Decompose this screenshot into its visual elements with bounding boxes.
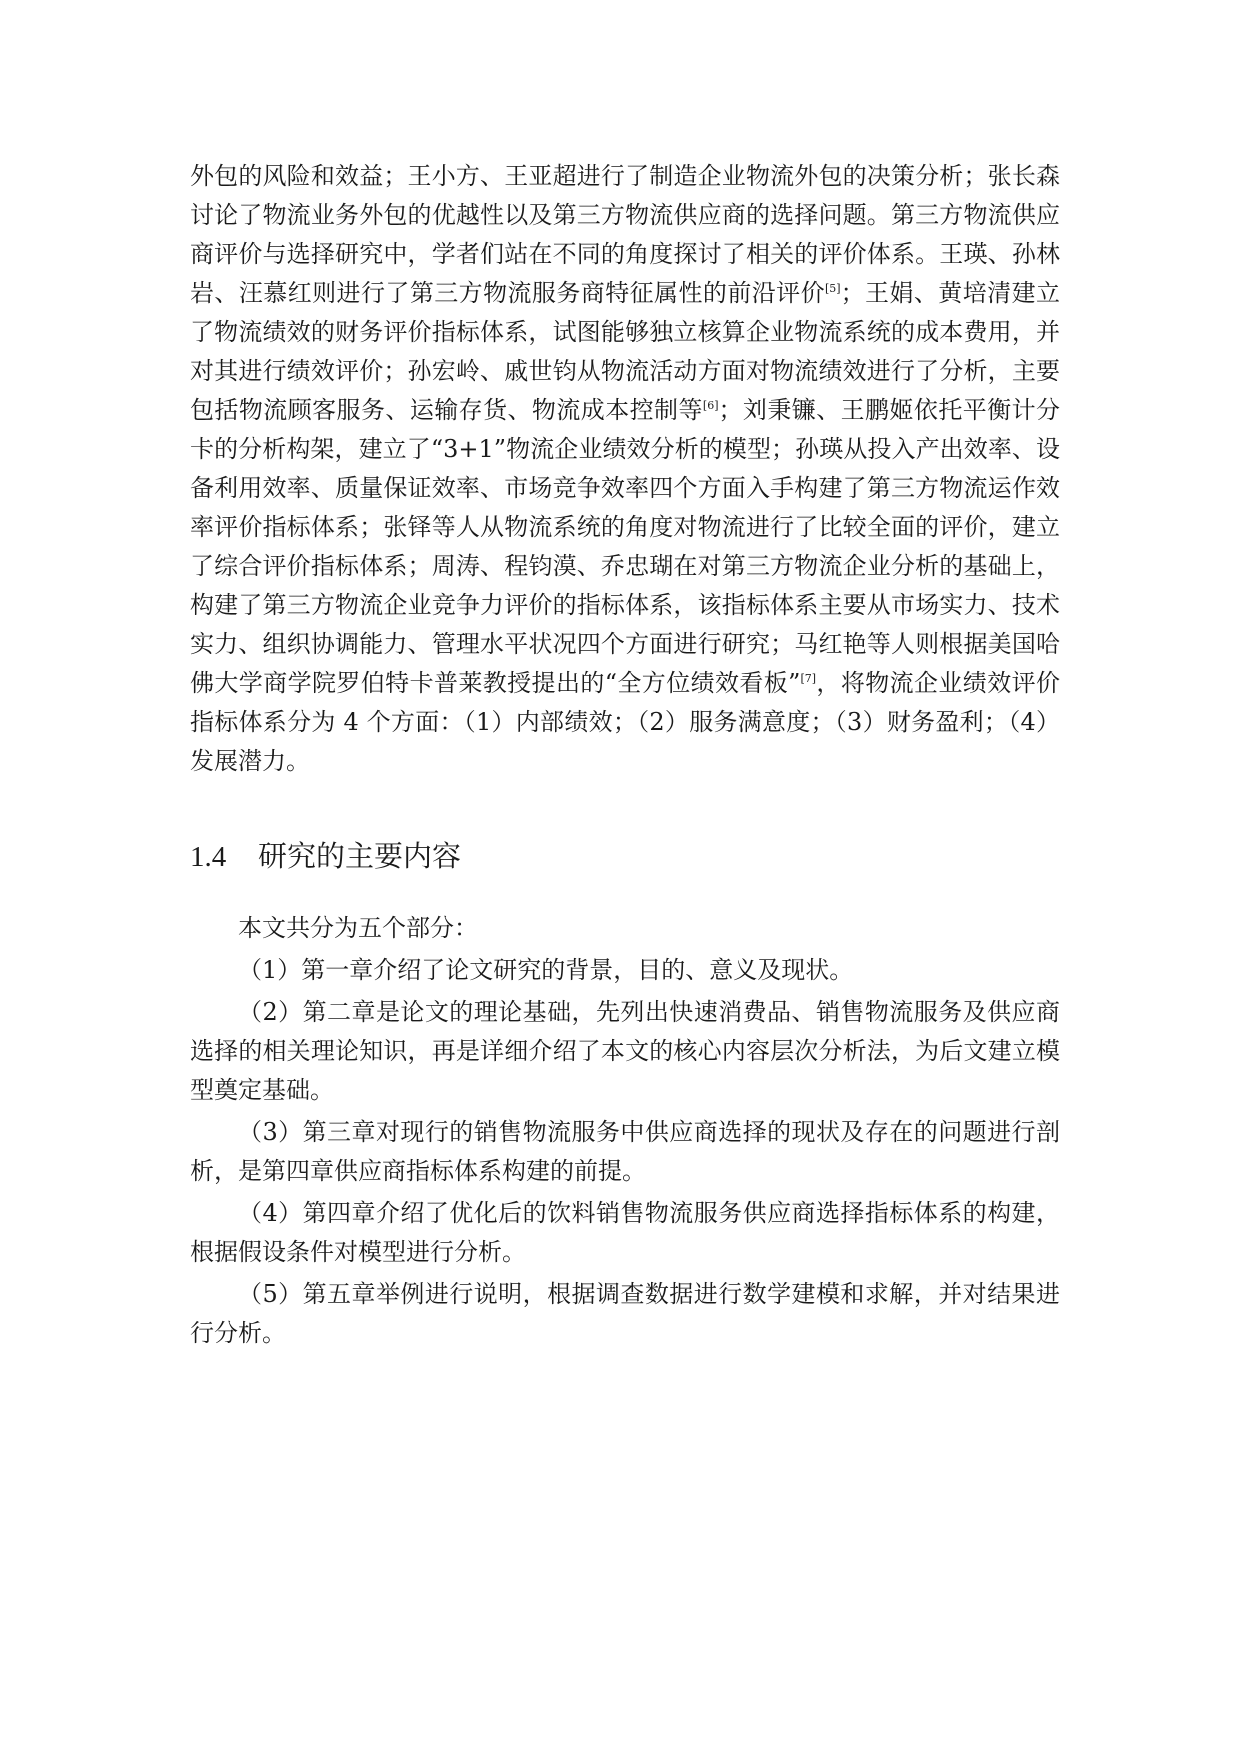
citation-7: [7] [800, 672, 817, 685]
chapter-5-summary: （5）第五章举例进行说明，根据调查数据进行数学建模和求解，并对结果进行分析。 [190, 1280, 1060, 1347]
citation-6: [6] [702, 399, 719, 412]
section-title: 研究的主要内容 [258, 839, 462, 873]
main-content-section [190, 909, 1060, 1356]
paragraph-text-part-3: ；刘秉镰、王鹏姬依托平衡计分卡的分析构架，建立了“3+1”物流企业绩效分析的模型；孙瑛从投入产出效率、设备利用效率、质量保证效率、市场竞争效率四个方面入手构建了第三方物流运作效率评价指标体系；张铎等人从物流系统的角度对物流进行了比较全面的评价，建立了综合评价指标体系；周涛、程钧漠、乔忠瑚在对第三方物流企业分析的基础上，构建了第三方物流企业竞争力评价的指标体系，该指标体系主要从市场实力、技术实力、组织协调能力、管理水平状况四个方面进行研究；马红艳等人则根据美国哈佛大学商学院罗伯特卡普莱教授提出的“全方位绩效看板” [190, 396, 1061, 697]
literature-review-paragraph [190, 157, 1060, 781]
content-overview: 本文共分为五个部分： [238, 914, 478, 942]
paragraph-text-part-2: ；王娟、黄培清建立了物流绩效的财务评价指标体系，试图能够独立核算企业物流系统的成本费用，并对其进行绩效评价；孙宏岭、戚世钧从物流活动方面对物流绩效进行了分析，主要包括物流顾客服务、运输存货、物流成本控制等 [190, 279, 1060, 424]
chapter-2-summary: （2）第二章是论文的理论基础，先列出快速消费品、销售物流服务及供应商选择的相关理论知识，再是详细介绍了本文的核心内容层次分析法，为后文建立模型奠定基础。 [190, 998, 1060, 1104]
chapter-1-summary: （1）第一章介绍了论文研究的背景，目的、意义及现状。 [238, 956, 854, 984]
chapter-4-summary: （4）第四章介绍了优化后的饮料销售物流服务供应商选择指标体系的构建，根据假设条件对模型进行分析。 [190, 1199, 1060, 1266]
section-heading [190, 836, 461, 877]
paragraph-text-part-1: 外包的风险和效益；王小方、王亚超进行了制造企业物流外包的决策分析；张长森讨论了物流业务外包的优越性以及第三方物流供应商的选择问题。第三方物流供应商评价与选择研究中，学者们站在不同的角度探讨了相关的评价体系。王瑛、孙林岩、汪慕红则进行了第三方物流服务商特征属性的前沿评价 [190, 162, 1060, 307]
section-number: 1.4 [190, 841, 227, 873]
paragraph-text-part-4: ，将物流企业绩效评价指标体系分为 4 个方面：（1）内部绩效；（2）服务满意度；（3）财务盈利；（4）发展潜力。 [190, 669, 1060, 775]
citation-5: [5] [825, 282, 841, 295]
chapter-3-summary: （3）第三章对现行的销售物流服务中供应商选择的现状及存在的问题进行剖析，是第四章供应商指标体系构建的前提。 [190, 1118, 1060, 1185]
